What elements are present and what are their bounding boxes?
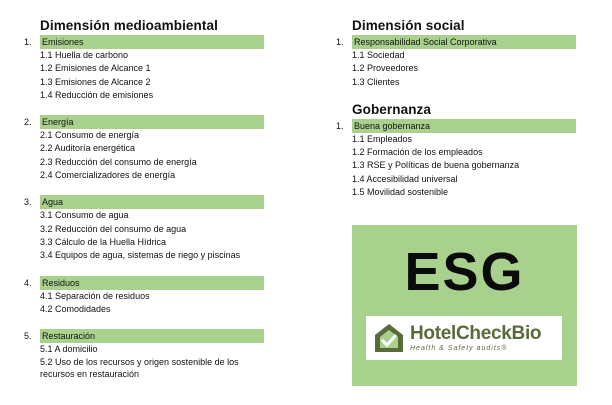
section-header — [24, 35, 264, 49]
list-item: 5.1 A domicilio — [40, 344, 98, 355]
esg-title: ESG — [404, 242, 525, 302]
list-item: 1.2 Emisiones de Alcance 1 — [40, 63, 151, 74]
list-item: 1.4 Accesibilidad universal — [352, 173, 458, 184]
list-item: 1.1 Sociedad — [352, 50, 405, 60]
list-item: 3.4 Equipos de agua, sistemas de riego y piscinas — [40, 250, 241, 261]
section-number: 2. — [24, 117, 32, 128]
section-agua — [24, 195, 264, 262]
section-header — [24, 329, 264, 343]
section-residuos — [24, 276, 264, 317]
list-item: 4.1 Separación de residuos — [40, 290, 150, 301]
section-label: Responsabilidad Social Corporativa — [352, 35, 576, 49]
list-item: 2.2 Auditoría energética — [40, 143, 136, 154]
section-label: Agua — [40, 195, 264, 209]
section-energia — [24, 115, 264, 182]
section-label: Restauración — [40, 329, 264, 343]
social-heading: Dimensión social — [352, 18, 465, 33]
list-item: 1.3 Clientes — [352, 76, 400, 87]
environmental-column — [24, 18, 264, 393]
house-check-icon — [372, 321, 406, 355]
logo-tagline: Health & Safety audits® — [410, 344, 508, 352]
list-item: 5.2 Uso de los recursos y origen sostenible de los recursos en restauración — [40, 357, 239, 380]
list-item: 1.3 Emisiones de Alcance 2 — [40, 76, 151, 87]
section-header — [24, 276, 264, 290]
hotelcheckbio-logo — [366, 316, 562, 360]
esg-panel — [352, 225, 577, 386]
section-emisiones — [24, 35, 264, 102]
section-label: Residuos — [40, 276, 264, 290]
section-header — [336, 119, 576, 133]
list-item: 1.4 Reducción de emisiones — [40, 89, 154, 100]
section-number: 1. — [336, 120, 344, 131]
section-gobernanza — [336, 119, 576, 199]
governance-heading: Gobernanza — [352, 101, 432, 117]
social-governance-column — [336, 18, 576, 212]
section-restauracion — [24, 329, 264, 380]
logo-wordmark: HotelCheckBio — [410, 322, 542, 344]
list-item: 2.1 Consumo de energía — [40, 130, 140, 141]
section-label: Emisiones — [40, 35, 264, 49]
section-label: Energía — [40, 115, 264, 129]
section-label: Buena gobernanza — [352, 119, 576, 133]
list-item: 1.2 Formación de los empleados — [352, 147, 483, 158]
section-rsc — [336, 35, 576, 89]
section-header — [24, 195, 264, 209]
section-number: 3. — [24, 197, 32, 208]
list-item: 4.2 Comodidades — [40, 303, 111, 314]
section-header — [336, 35, 576, 49]
list-item: 1.1 Huella de carbono — [40, 50, 129, 60]
list-item: 3.2 Reducción del consumo de agua — [40, 223, 187, 234]
section-number: 4. — [24, 277, 32, 288]
list-item: 3.1 Consumo de agua — [40, 210, 129, 221]
list-item: 2.4 Comercializadores de energía — [40, 170, 176, 181]
list-item: 2.3 Reducción del consumo de energía — [40, 156, 197, 167]
section-number: 5. — [24, 331, 32, 342]
section-number: 1. — [24, 37, 32, 47]
list-item: 1.5 Movilidad sostenible — [352, 187, 449, 198]
list-item: 1.2 Proveedores — [352, 63, 419, 74]
environmental-heading: Dimensión medioambiental — [40, 18, 218, 33]
section-number: 1. — [336, 37, 344, 47]
list-item: 3.3 Cálculo de la Huella Hídrica — [40, 236, 167, 247]
list-item: 1.1 Empleados — [352, 133, 413, 144]
list-item: 1.3 RSE y Políticas de buena gobernanza — [352, 160, 520, 171]
section-header — [24, 115, 264, 129]
